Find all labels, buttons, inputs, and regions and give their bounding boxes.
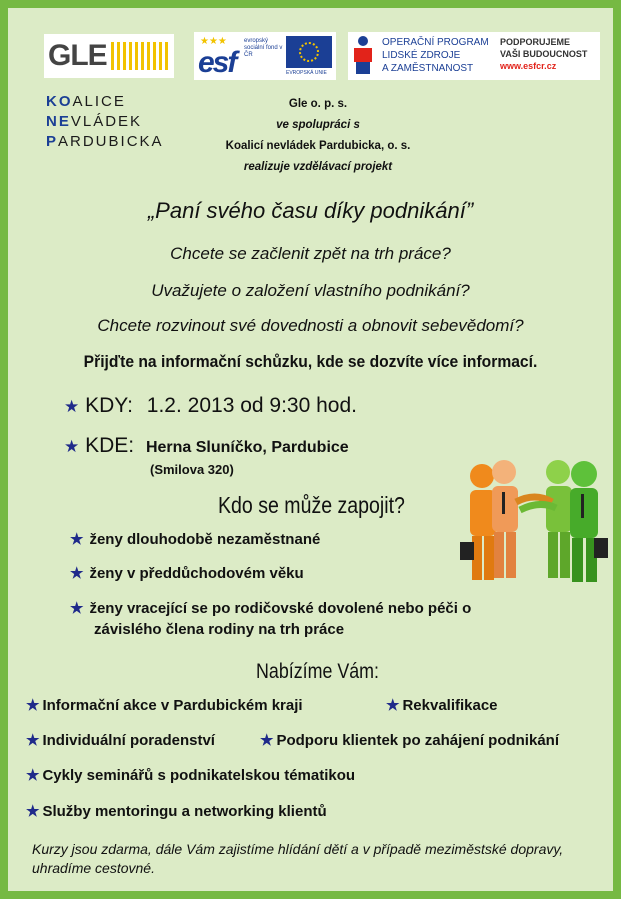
when-value: 1.2. 2013 od 9:30 hod.: [146, 394, 357, 417]
offer-item: [26, 731, 215, 749]
offer-item: [260, 731, 559, 749]
offer-text: Podporu klientek po zahájení podnikání: [276, 732, 559, 749]
eu-flag-icon: [286, 36, 332, 68]
project-title: „Paní svého času díky podnikání”: [147, 198, 474, 223]
criteria-text: ženy v předdůchodovém věku: [89, 565, 304, 582]
criteria-text: ženy dlouhodobě nezaměstnané: [89, 531, 321, 548]
star-icon: ★: [70, 600, 84, 617]
esf-logo-text: esf: [198, 46, 236, 79]
coalition-logo: [46, 92, 164, 152]
star-icon: ★: [26, 697, 40, 714]
op-line: LIDSKÉ ZDROJE: [382, 50, 461, 61]
gle-stripes-icon: [111, 42, 171, 70]
coalition-line: NEVLÁDEK: [46, 113, 143, 130]
star-icon: ★: [64, 437, 80, 456]
criteria-item: [70, 530, 320, 548]
who-can-join-heading: Kdo se může zapojit?: [218, 492, 405, 518]
offer-item: [26, 802, 327, 820]
eu-caption: EVROPSKÁ UNIE: [286, 70, 327, 76]
offer-text: Cykly seminářů s podnikatelskou tématikou: [42, 767, 356, 784]
op-line: OPERAČNÍ PROGRAM: [382, 37, 489, 48]
criteria-item: [70, 598, 471, 640]
coalition-line: PARDUBICKA: [46, 133, 164, 150]
logo-bar: [44, 32, 600, 82]
offer-item: [26, 766, 355, 784]
coalition-line: KOALICE: [46, 93, 126, 110]
criteria-text-continued: závislého člena rodiny na trh práce: [94, 621, 345, 638]
star-icon: ★: [26, 767, 40, 784]
org-cooperation: ve spolupráci s: [276, 119, 360, 131]
org-project-intro: realizuje vzdělávací projekt: [243, 161, 393, 173]
support-line: VAŠI BUDOUCNOST: [500, 49, 588, 59]
star-icon: ★: [26, 803, 40, 820]
op-program-text: [382, 36, 489, 75]
four-figures-handshake-icon: [460, 458, 610, 588]
gle-logo-text: GLE: [48, 39, 107, 72]
star-icon: ★: [70, 531, 84, 548]
offer-text: Rekvalifikace: [402, 697, 498, 714]
footer-note: Kurzy jsou zdarma, dále Vám zajistíme hlídání dětí a v případě meziměstské dopravy, uhradíme cestovné.: [32, 841, 564, 876]
support-text: [500, 36, 587, 72]
esf-stars-icon: ★★★: [200, 36, 227, 47]
org-partner: Koalicí nevládek Pardubicka, o. s.: [225, 140, 411, 152]
support-line: PODPORUJEME: [500, 37, 571, 47]
esf-logo: [194, 32, 336, 80]
when-label: KDY:: [85, 394, 133, 417]
op-lzz-logo: [348, 32, 600, 80]
invitation-text: Přijďte na informační schůzku, kde se dozvíte více informací.: [83, 352, 538, 371]
star-icon: ★: [26, 732, 40, 749]
offer-item: [386, 696, 498, 714]
star-icon: ★: [260, 732, 274, 749]
where-value: Herna Sluníčko, Pardubice: [145, 439, 349, 456]
where-row: [64, 434, 349, 458]
where-label: KDE:: [85, 434, 135, 457]
op-line: A ZAMĚSTNANOST: [382, 63, 474, 74]
offer-text: Informační akce v Pardubickém kraji: [42, 697, 303, 714]
gle-logo: [44, 34, 174, 78]
question: Uvažujete o založení vlastního podnikání?: [151, 281, 470, 300]
we-offer-heading: Nabízíme Vám:: [256, 660, 380, 683]
where-address: (Smilova 320): [150, 462, 234, 477]
criteria-item: [70, 564, 304, 582]
org-name: Gle o. p. s.: [288, 98, 348, 110]
organizer-block: [198, 94, 438, 178]
star-icon: ★: [64, 397, 80, 416]
star-icon: ★: [70, 565, 84, 582]
esf-subtitle: evropský sociální fond v ČR: [244, 38, 283, 58]
offer-text: Služby mentoringu a networking klientů: [42, 803, 327, 820]
question: Chcete rozvinout své dovednosti a obnovit sebevědomí?: [97, 316, 524, 335]
star-icon: ★: [386, 697, 400, 714]
when-row: [64, 394, 357, 418]
op-person-icon: [352, 36, 374, 76]
question: Chcete se začlenit zpět na trh práce?: [170, 244, 451, 263]
esfcr-url: www.esfcr.cz: [500, 61, 557, 71]
offer-item: [26, 696, 303, 714]
criteria-text: ženy vracející se po rodičovské dovolené nebo péči o: [89, 600, 472, 617]
offer-text: Individuální poradenství: [42, 732, 215, 749]
